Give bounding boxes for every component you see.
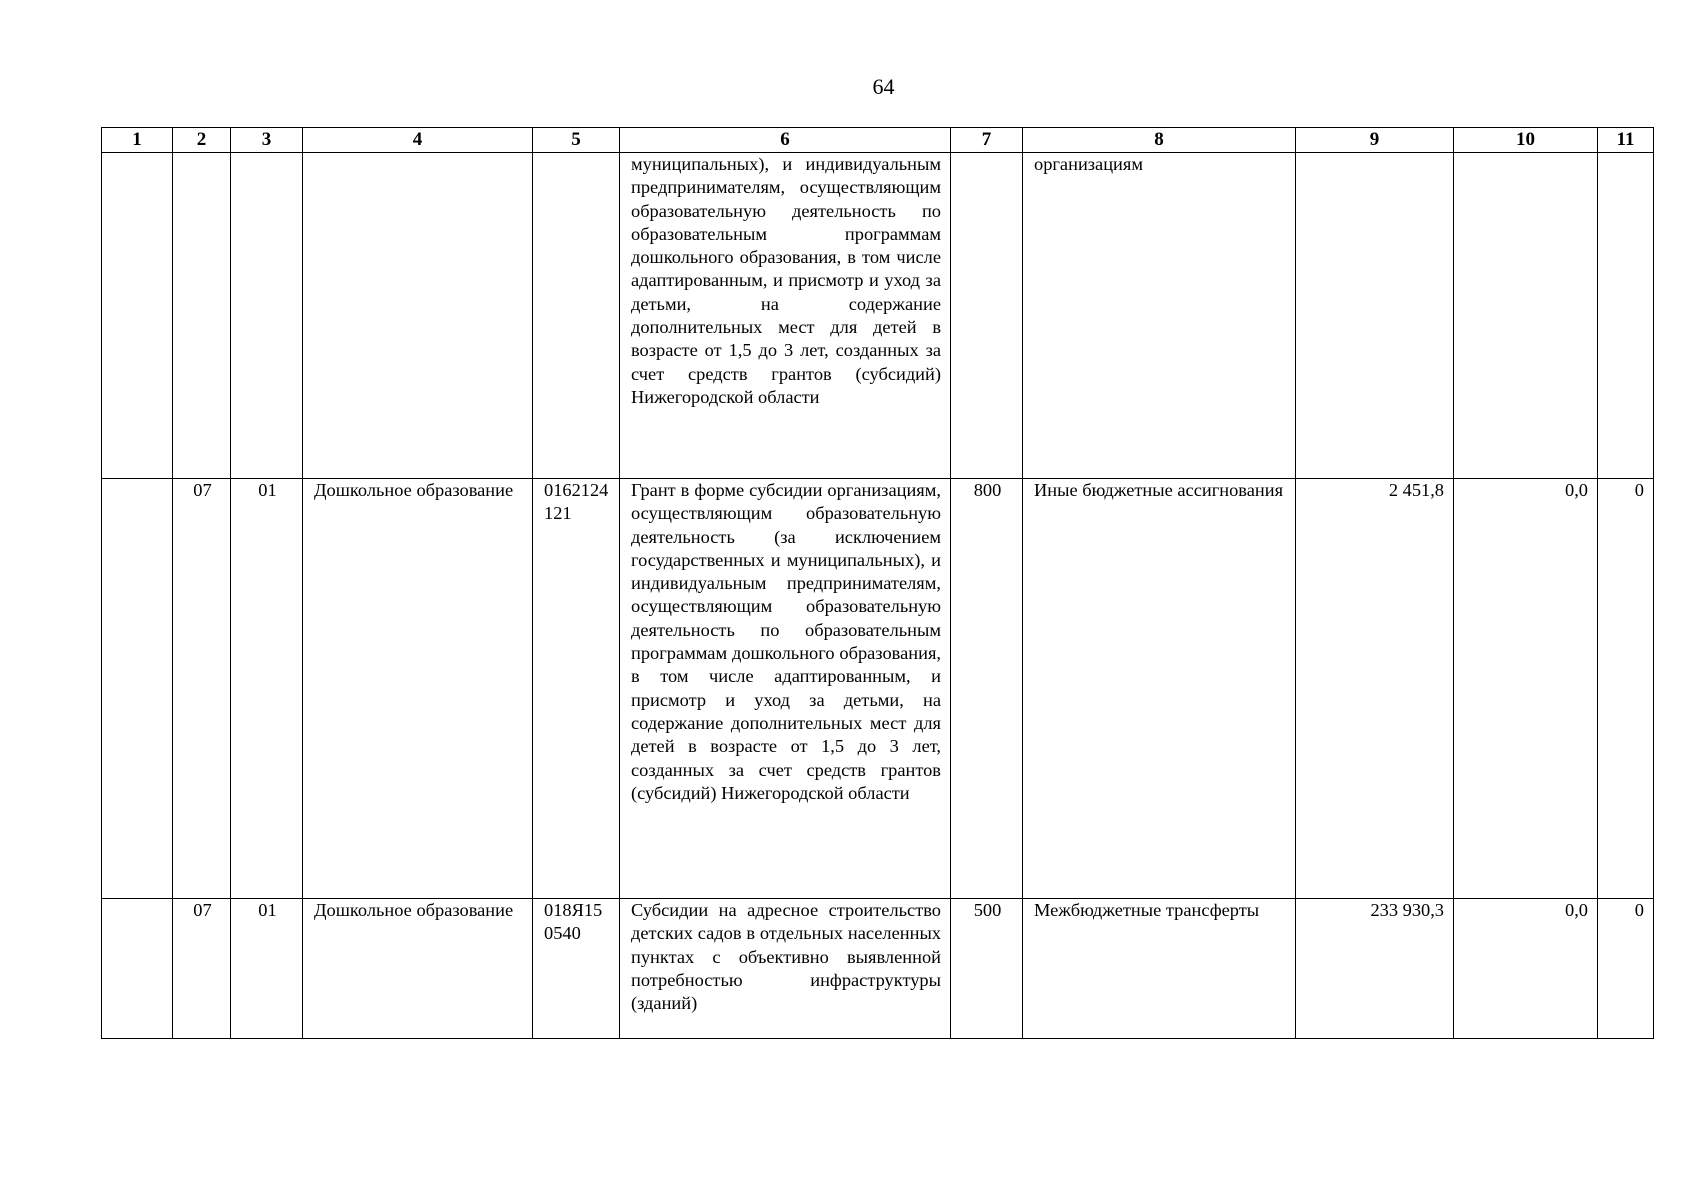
page-number: 64 — [872, 74, 895, 99]
cell-target-code — [533, 153, 620, 479]
cell-section: 07 — [173, 899, 231, 1039]
column-header-5: 5 — [533, 128, 620, 153]
cell-amount-10: 0,0 — [1454, 899, 1598, 1039]
cell-name — [303, 153, 533, 479]
cell-1 — [102, 479, 173, 899]
cell-amount-9: 2 451,8 — [1296, 479, 1454, 899]
cell-expense-code: 800 — [951, 479, 1023, 899]
cell-name: Дошкольное образование — [303, 899, 533, 1039]
table-header-row — [102, 128, 1654, 153]
column-header-4: 4 — [303, 128, 533, 153]
cell-amount-10 — [1454, 153, 1598, 479]
cell-expense-type: Межбюджетные трансферты — [1023, 899, 1296, 1039]
cell-section — [173, 153, 231, 479]
cell-1 — [102, 899, 173, 1039]
table-row — [102, 479, 1654, 899]
column-header-11: 11 — [1598, 128, 1654, 153]
cell-name: Дошкольное образование — [303, 479, 533, 899]
column-header-9: 9 — [1296, 128, 1454, 153]
cell-expense-type: Иные бюджетные ассигнования — [1023, 479, 1296, 899]
cell-expense-code: 500 — [951, 899, 1023, 1039]
cell-subsection: 01 — [231, 479, 303, 899]
cell-expense-code — [951, 153, 1023, 479]
cell-amount-11: 0 — [1598, 479, 1654, 899]
cell-amount-9 — [1296, 153, 1454, 479]
cell-target-code: 0162124121 — [533, 479, 620, 899]
column-header-6: 6 — [620, 128, 951, 153]
cell-amount-10: 0,0 — [1454, 479, 1598, 899]
budget-table — [101, 127, 1654, 1039]
column-header-2: 2 — [173, 128, 231, 153]
cell-amount-11: 0 — [1598, 899, 1654, 1039]
cell-amount-11 — [1598, 153, 1654, 479]
cell-section: 07 — [173, 479, 231, 899]
cell-amount-9: 233 930,3 — [1296, 899, 1454, 1039]
table-row — [102, 899, 1654, 1039]
cell-expense-type: организациям — [1023, 153, 1296, 479]
column-header-7: 7 — [951, 128, 1023, 153]
column-header-8: 8 — [1023, 128, 1296, 153]
cell-subsection: 01 — [231, 899, 303, 1039]
column-header-10: 10 — [1454, 128, 1598, 153]
cell-1 — [102, 153, 173, 479]
column-header-3: 3 — [231, 128, 303, 153]
cell-description: Грант в форме субсидии организациям, осуществляющим образовательную деятельность (за исключением государственных и муниципальных), и индивидуальным предпринимателям, осуществляющим образовательную деятельность по образовательным программам дошкольного образования, в том числе адаптированным, и присмотр и уход за детьми, на содержание дополнительных мест для детей в возрасте от 1,5 до 3 лет, созданных за счет средств грантов (субсидий) Нижегородской области — [620, 479, 951, 899]
column-header-1: 1 — [102, 128, 173, 153]
table-row — [102, 153, 1654, 479]
cell-description: муниципальных), и индивидуальным предпринимателям, осуществляющим образовательную деятельность по образовательным программам дошкольного образования, в том числе адаптированным, и присмотр и уход за детьми, на содержание дополнительных мест для детей в возрасте от 1,5 до 3 лет, созданных за счет средств грантов (субсидий) Нижегородской области — [620, 153, 951, 479]
cell-target-code: 018Я150540 — [533, 899, 620, 1039]
cell-subsection — [231, 153, 303, 479]
cell-description: Субсидии на адресное строительство детских садов в отдельных населенных пунктах с объективно выявленной потребностью инфраструктуры (зданий) — [620, 899, 951, 1039]
